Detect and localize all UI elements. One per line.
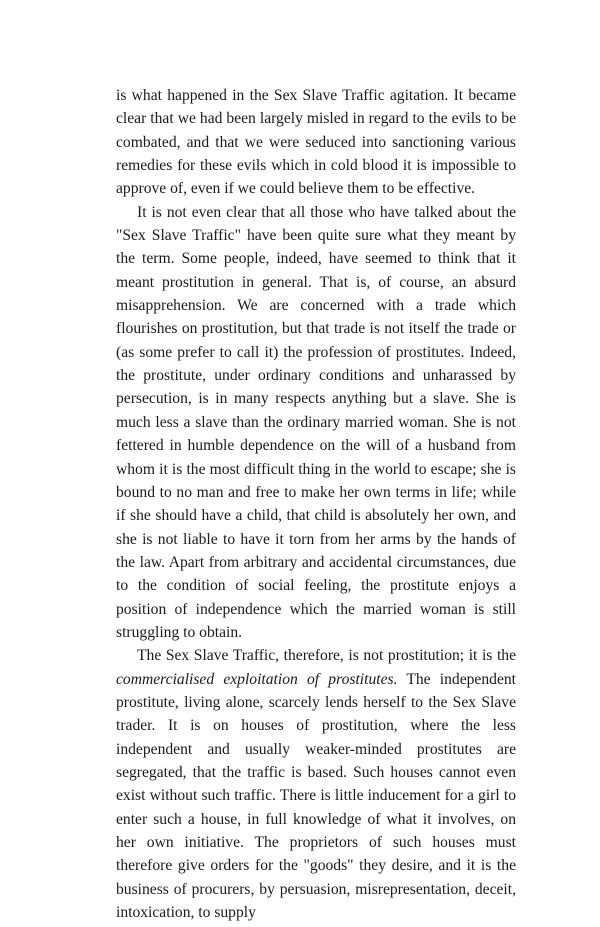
paragraph-3-lead: The Sex Slave Traffic, therefore, is not prostitution; it is the: [137, 647, 516, 665]
paragraph-3-rest: The independent prostitute, living alone, scarcely lends herself to the Sex Slave trader. It is on houses of prostitution, where the less independent and usually weaker-minded prostitutes are segregated, that the traffic is based. Such houses cannot even exist without such traffic. There is little inducement for a girl to enter such a house, in full knowledge of what it involves, on her own initiative. The proprietors of such houses must therefore give orders for the "goods" they desire, and it is the business of procurers, by persuasion, misrepresentation, deceit, intoxication, to supply: [116, 670, 516, 922]
paragraph-2: It is not even clear that all those who have talked about the "Sex Slave Traffic" have been quite sure what they meant by the term. Some people, indeed, have seemed to think that it meant prostitution in general. That is, of course, an absurd misapprehension. We are concerned with a trade which flourishes on prostitution, but that trade is not itself the trade or (as some prefer to call it) the profession of prostitutes. Indeed, the prostitute, under ordinary conditions and unharassed by persecution, is in many respects anything but a slave. She is much less a slave than the ordinary married woman. She is not fettered in humble dependence on the will of a husband from whom it is the most difficult thing in the world to escape; she is bound to no man and free to make her own terms in life; while if she should have a child, that child is absolutely her own, and she is not liable to have it torn from her arms by the hands of the law. Apart from arbitrary and accidental circumstances, due to the condition of social feeling, the prostitute enjoys a position of independence which the married woman is still struggling to obtain.: [116, 203, 516, 641]
paragraph-3: [116, 644, 516, 924]
paragraph-1: is what happened in the Sex Slave Traffic agitation. It became clear that we had been largely misled in regard to the evils to be combated, and that we were seduced into sanctioning various remedies for these evils which in cold blood it is impossible to approve of, even if we could believe them to be effective.: [116, 87, 516, 198]
emphasized-phrase: commercialised exploitation of prostitutes.: [116, 670, 398, 688]
book-page: [116, 84, 516, 924]
